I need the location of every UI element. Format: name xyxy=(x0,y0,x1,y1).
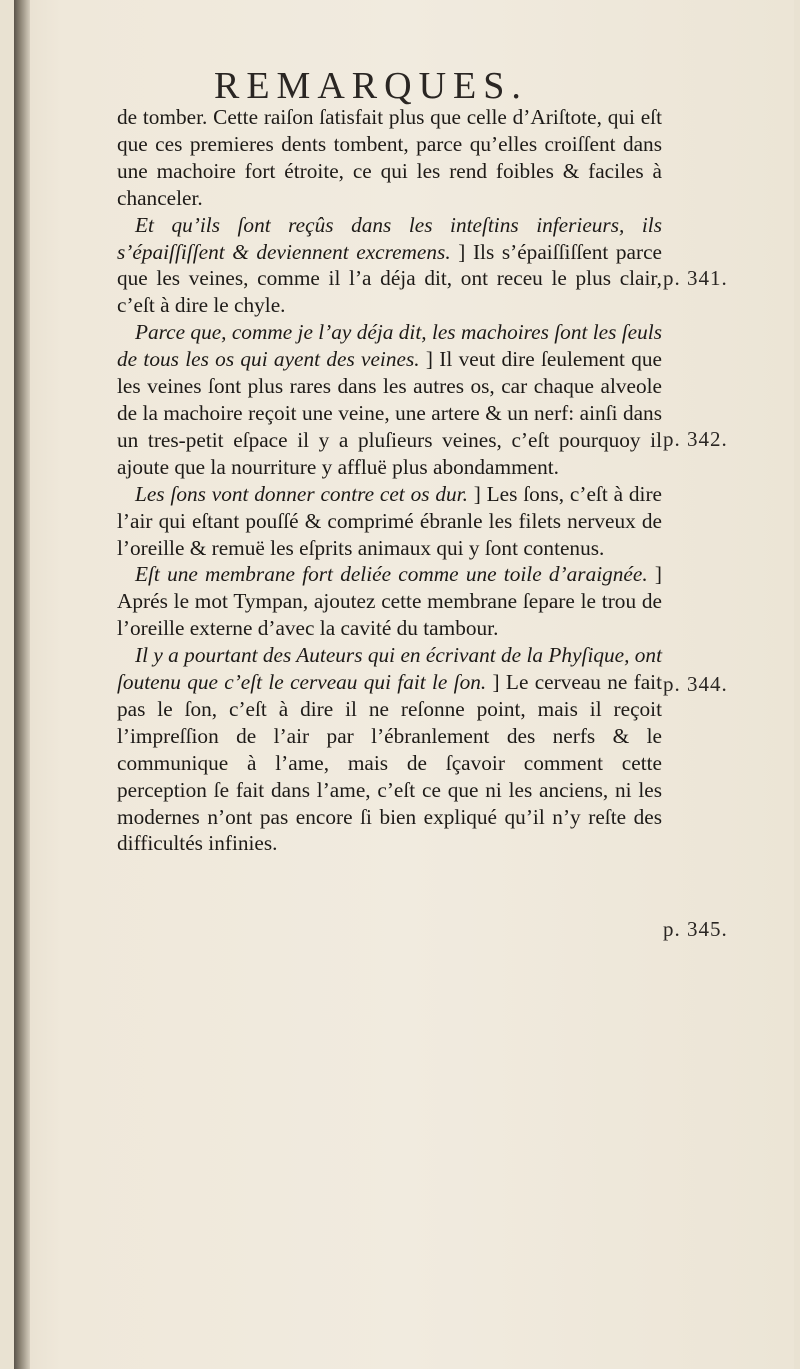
paragraph-text: ] Les ſons, c’eſt à dire l’air qui eſtant pouſſé & comprimé ébranle les filets nerveux de l’oreille & remuë les eſprits animaux qui y ſont contenus. xyxy=(117,481,662,560)
margin-ref: p. 342. xyxy=(663,427,728,451)
quoted-lemma: Parce que, comme je l’ay déja dit, les machoires ſont les ſeuls de tous les os qui ayent des veines. xyxy=(117,320,662,372)
paragraph-text: de tomber. Cette raiſon ſatisfait plus que celle d’Ariſtote, qui eſt que ces premieres dents tombent, parce qu’elles croiſſent dans une machoire fort étroite, ce qui les rend foibles & faciles à chanceler. xyxy=(117,105,662,210)
paragraph-4 xyxy=(117,561,662,642)
paragraph-2 xyxy=(117,319,662,480)
paragraph-3 xyxy=(117,481,662,562)
paragraph-text: ] Il veut dire ſeulement que les veines ſont plus rares dans les autres os, car chaque alveole de la machoire reçoit une veine, une artere & un nerf: ainſi dans un tres-petit eſpace il y a pluſieurs veines, c’eſt pourquoy il ajoute que la nourriture y affluë plus abondamment. xyxy=(117,347,662,479)
paragraph-1 xyxy=(117,212,662,320)
quoted-lemma: Il y a pourtant des Auteurs qui en écrivant de la Phyſique, ont ſoutenu que c’eſt le cerveau qui fait le ſon. xyxy=(117,643,662,695)
margin-ref: p. 341. xyxy=(663,266,728,290)
quoted-lemma: Les ſons vont donner contre cet os dur. xyxy=(135,481,468,506)
quoted-lemma: Et qu’ils ſont reçûs dans les inteſtins inferieurs, ils s’épaiſſiſſent & deviennent excremens. xyxy=(117,212,662,264)
paragraph-0 xyxy=(117,104,662,212)
paragraph-text: ] Ils s’épaiſſiſſent parce que les veines, comme il l’a déja dit, ont receu le plus clair, c’eſt à dire le chyle. xyxy=(117,239,663,318)
margin-ref: p. 345. xyxy=(663,917,728,941)
paragraph-text: ] Aprés le mot Tympan, ajoutez cette membrane ſepare le trou de l’oreille externe d’avec la cavité du tambour. xyxy=(117,562,662,641)
body-text xyxy=(117,104,662,857)
quoted-lemma: Eſt une membrane fort deliée comme une toile d’araignée. xyxy=(135,562,648,587)
paragraph-text: ] Le cerveau ne fait pas le ſon, c’eſt à dire il ne reſonne point, mais il reçoit l’impreſſion de l’air par l’ébranlement des nerfs & le communique à l’ame, mais de ſçavoir comment cette perception ſe fait dans l’ame, c’eſt ce que ni les anciens, ni les modernes n’ont pas encore ſi bien expliqué qu’il n’y reſte des difficultés infinies. xyxy=(117,670,662,856)
page-edge xyxy=(14,0,30,1369)
paragraph-5 xyxy=(117,642,662,857)
running-header: REMARQUES. xyxy=(214,65,528,107)
margin-ref: p. 344. xyxy=(663,672,728,696)
book-page xyxy=(14,0,794,1369)
